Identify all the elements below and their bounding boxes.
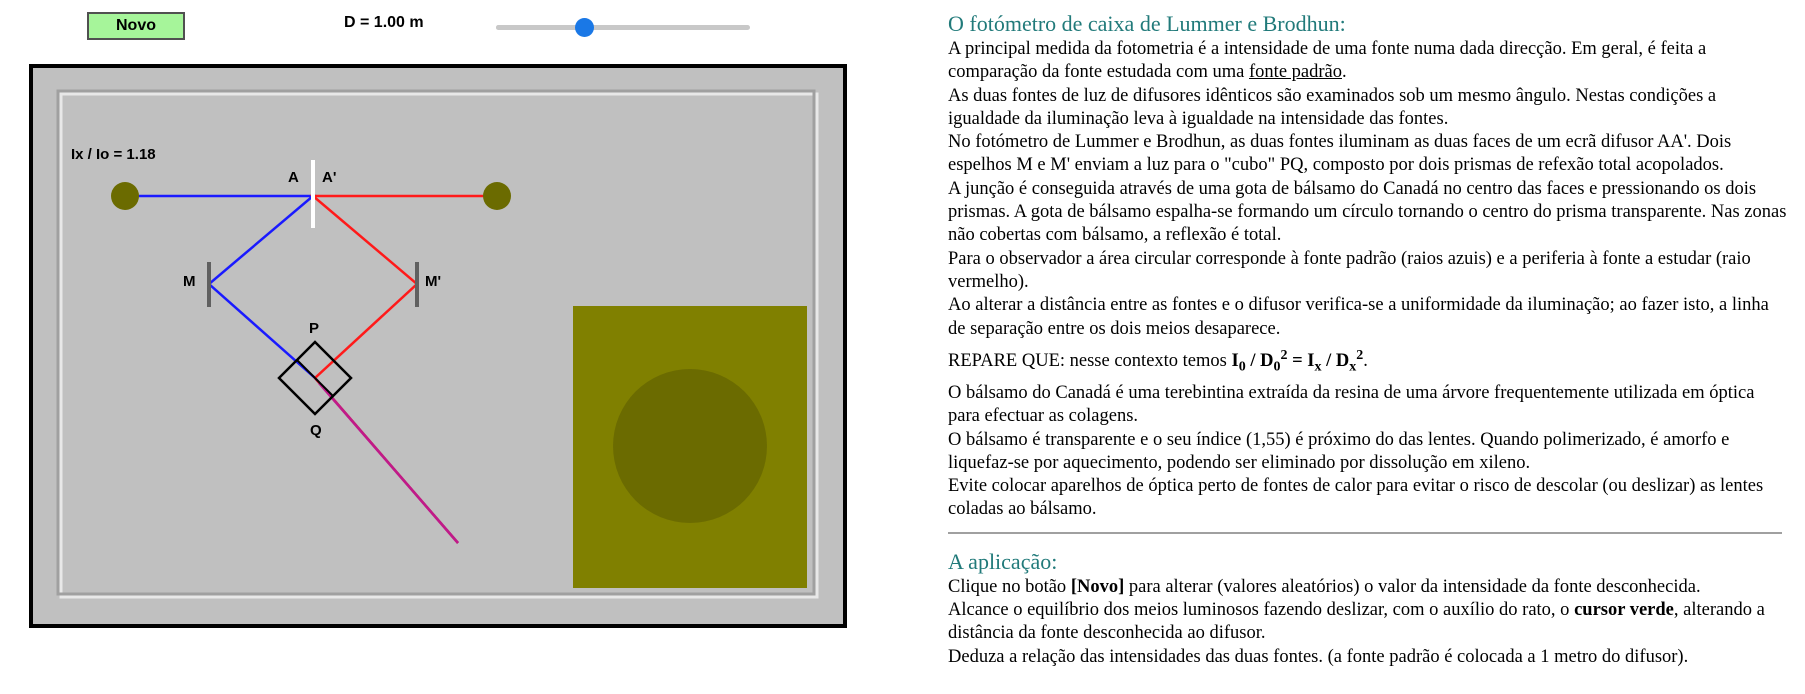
novo-button[interactable]: Novo: [87, 12, 185, 40]
paragraph-5: Para o observador a área circular corresponde à fonte padrão (raios azuis) e a periferia à fonte a estudar (raio vermelho).: [948, 248, 1751, 292]
fonte-padrao-link[interactable]: fonte padrão: [1249, 62, 1342, 83]
heading-application: A aplicação:: [948, 548, 1058, 574]
paragraph-4: A junção é conseguida através de uma gota de bálsamo do Canadá no centro das faces e pressionando os dois prismas. A gota de bálsamo espalha-se formando um círculo tornando o centro do prisma transparente. Nas zonas não cobertas com bálsamo, a reflexão é total.: [948, 178, 1787, 246]
slider-fill: [496, 25, 585, 30]
unknown-source: [483, 182, 511, 210]
distance-readout: D = 1.00 m: [344, 14, 424, 31]
paragraph-formula: REPARE QUE: nesse contexto temos $I_0 / D_0^2 = I_x / D_x^2$.: [948, 347, 1368, 375]
slider-thumb[interactable]: [575, 18, 594, 37]
heading-photometer: O fotómetro de caixa de Lummer e Brodhun:: [948, 11, 1346, 36]
combined-output-ray: [319, 383, 458, 543]
label-q: Q: [310, 422, 322, 439]
standard-source: [111, 182, 139, 210]
paragraph-6: Ao alterar a distância entre as fontes e o difusor verifica-se a uniformidade da iluminação; ao fazer isto, a linha de separação entre os dois meios desaparece.: [948, 295, 1769, 339]
ratio-readout: Ix / Io = 1.18: [71, 146, 156, 163]
label-m-prime: M': [425, 273, 442, 290]
paragraph-9: Evite colocar aparelhos de óptica perto de fontes de calor para evitar o risco de descolar (ou deslizar) as lentes coladas ao bálsamo.: [948, 476, 1764, 520]
label-m: M: [183, 273, 196, 290]
explanation-panel: [948, 10, 1788, 669]
standard-ray: [125, 196, 458, 543]
photometry-formula: $I_0 / D_0^2 = I_x / D_x^2$: [1231, 347, 1364, 375]
prism-cube: [279, 342, 351, 414]
photometer-diagram: [33, 68, 843, 624]
instruction-2: Alcance o equilíbrio dos meios luminosos fazendo deslizar, com o auxílio do rato, o cursor verde, alterando a distância da fonte desconhecida ao difusor.: [948, 600, 1765, 644]
section-divider: [948, 532, 1782, 534]
paragraph-3: No fotómetro de Lummer e Brodhun, as duas fontes iluminam as duas faces de um ecrã difusor AA'. Dois espelhos M e M' enviam a luz para o "cubo" PQ, composto por dois prismas de refexão total acopolados.: [948, 132, 1732, 176]
distance-slider[interactable]: [496, 25, 750, 30]
observed-field-center: [613, 369, 767, 523]
paragraph-2: As duas fontes de luz de difusores idênticos são examinados sob um mesmo ângulo. Nestas condições a igualdade da iluminação leva à igualdade na intensidade das fontes.: [948, 85, 1717, 129]
paragraph-7: O bálsamo do Canadá é uma terebintina extraída da resina de uma árvore frequentemente utilizada em óptica para efectuar as colagens.: [948, 383, 1755, 427]
paragraph-1: A principal medida da fotometria é a intensidade de uma fonte numa dada direcção. Em geral, é feita a comparação da fonte estudada com uma fonte padrão.: [948, 39, 1707, 83]
label-a: A: [288, 169, 299, 186]
label-a-prime: A': [322, 169, 337, 186]
photometer-applet: [0, 0, 860, 694]
unknown-ray: [313, 196, 497, 543]
photometer-scene: [29, 64, 847, 628]
instruction-1: Clique no botão [Novo] para alterar (valores aleatórios) o valor da intensidade da fonte desconhecida.: [948, 576, 1701, 597]
label-p: P: [309, 320, 320, 337]
instruction-3: Deduza a relação das intensidades das duas fontes. (a fonte padrão é colocada a 1 metro do difusor).: [948, 646, 1689, 667]
paragraph-8: O bálsamo é transparente e o seu índice (1,55) é próximo do das lentes. Quando polimerizado, é amorfo e liquefaz-se por aquecimento, podendo ser eliminado por dissolução em xileno.: [948, 429, 1730, 473]
